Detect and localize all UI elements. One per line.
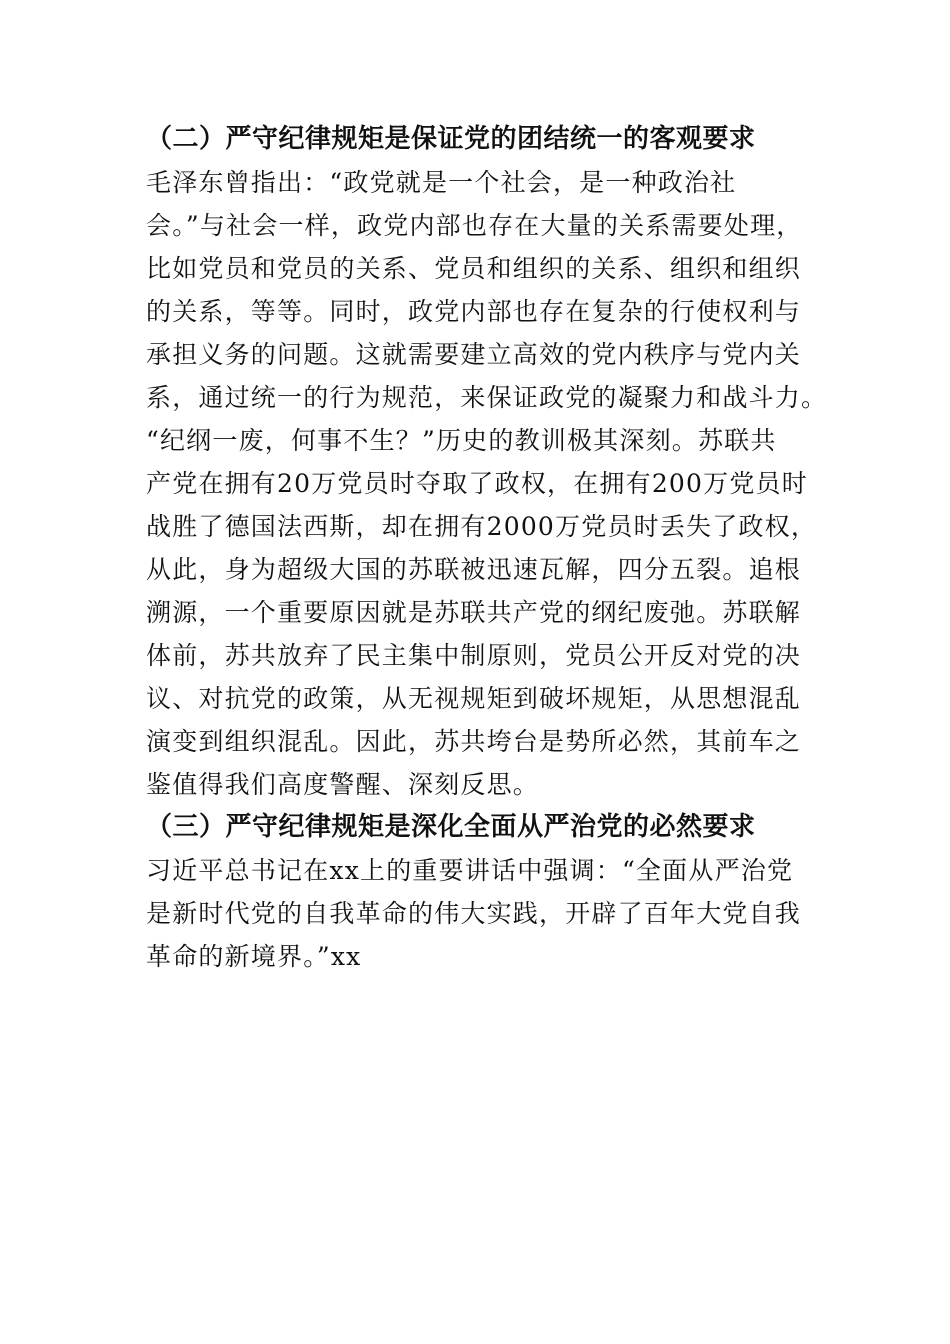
text-line: 鉴值得我们高度警醒、深刻反思。	[146, 770, 540, 799]
text-line: 系，通过统一的行为规范，来保证政党的凝聚力和战斗力。	[146, 383, 828, 412]
text-line: 战胜了德国法西斯，却在拥有2000万党员时丢失了政权，	[146, 512, 818, 541]
text-line: 从此，身为超级大国的苏联被迅速瓦解，四分五裂。追根	[146, 555, 802, 584]
section-3	[146, 806, 806, 978]
section-paragraph	[146, 161, 828, 806]
text-line: 毛泽东曾指出：“政党就是一个社会，是一种政治社	[146, 168, 737, 197]
text-line: 比如党员和党员的关系、党员和组织的关系、组织和组织	[146, 254, 802, 283]
text-line: 习近平总书记在xx上的重要讲话中强调：“全面从严治党	[146, 856, 794, 885]
section-paragraph	[146, 849, 806, 978]
text-line: 革命的新境界。”xx	[146, 942, 362, 971]
section-heading: （二）严守纪律规矩是保证党的团结统一的客观要求	[146, 124, 756, 154]
text-line: 承担义务的问题。这就需要建立高效的党内秩序与党内关	[146, 340, 802, 369]
text-line: 产党在拥有20万党员时夺取了政权，在拥有200万党员时	[146, 469, 808, 498]
text-line: 体前，苏共放弃了民主集中制原则，党员公开反对党的决	[146, 641, 802, 670]
text-line: 是新时代党的自我革命的伟大实践，开辟了百年大党自我	[146, 899, 802, 928]
document-body	[146, 118, 828, 978]
section-heading: （三）严守纪律规矩是深化全面从严治党的必然要求	[146, 812, 756, 842]
text-line: 议、对抗党的政策，从无视规矩到破坏规矩，从思想混乱	[146, 684, 802, 713]
section-2	[146, 118, 828, 806]
text-line: 的关系，等等。同时，政党内部也存在复杂的行使权利与	[146, 297, 802, 326]
text-line: “纪纲一废，何事不生？”历史的教训极其深刻。苏联共	[146, 426, 777, 455]
text-line: 溯源，一个重要原因就是苏联共产党的纲纪废弛。苏联解	[146, 598, 802, 627]
text-line: 会。”与社会一样，政党内部也存在大量的关系需要处理，	[146, 211, 803, 240]
text-line: 演变到组织混乱。因此，苏共垮台是势所必然，其前车之	[146, 727, 802, 756]
